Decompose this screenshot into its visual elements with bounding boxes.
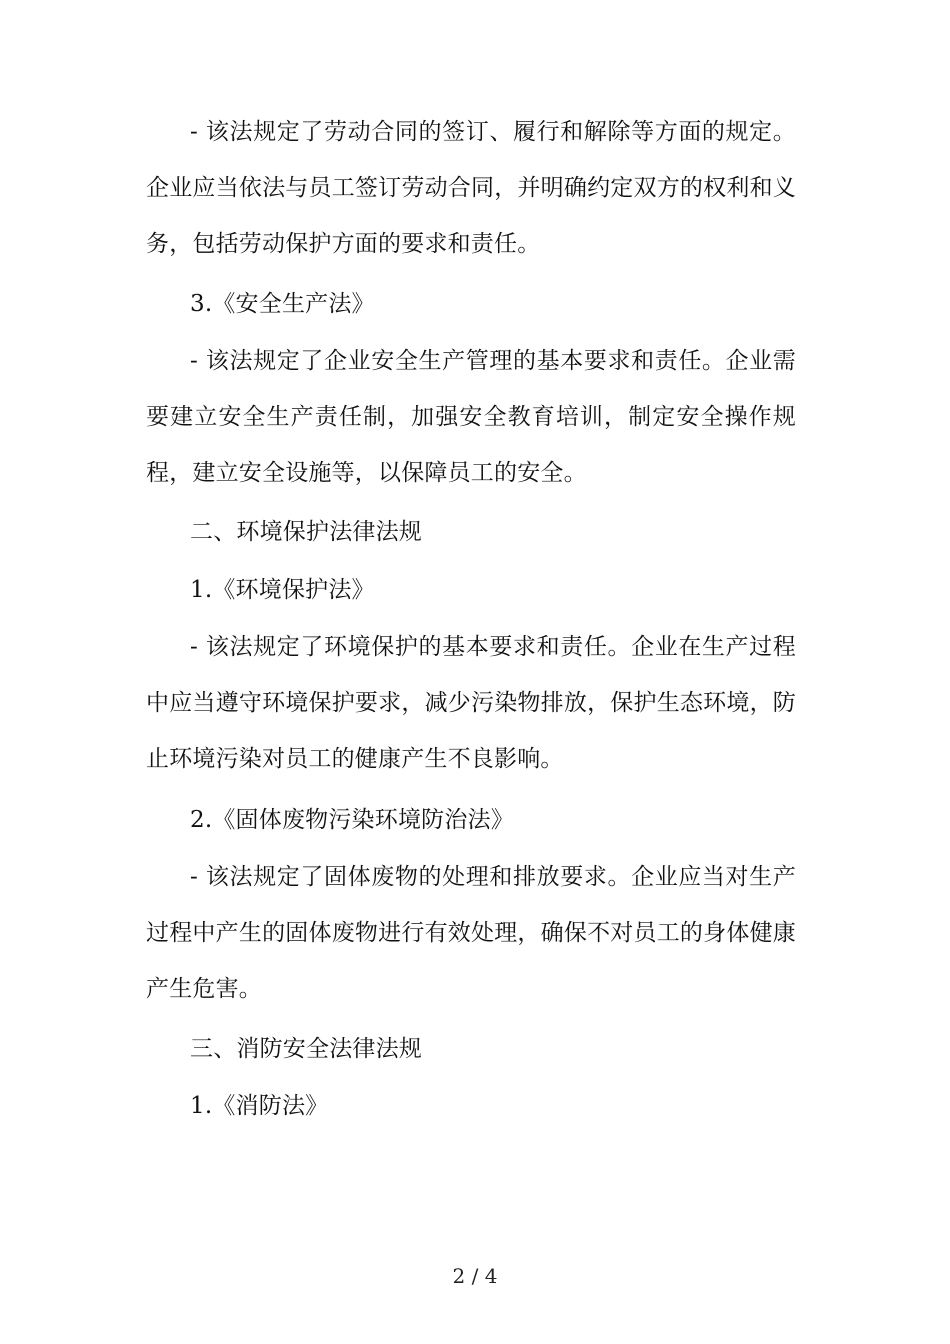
heading-safety-production-law: 3.《安全生产法》	[190, 291, 375, 317]
heading-solid-waste-law: 2.《固体废物污染环境防治法》	[190, 807, 514, 833]
heading-section-environmental-protection: 二、环境保护法律法规	[190, 519, 422, 545]
heading-section-fire-safety: 三、消防安全法律法规	[190, 1036, 422, 1062]
heading-fire-protection-law: 1.《消防法》	[190, 1093, 329, 1119]
paragraph-environmental-protection-law: - 该法规定了环境保护的基本要求和责任。企业在生产过程中应当遵守环境保护要求，减少污染物排放，保护生态环境，防止环境污染对员工的健康产生不良影响。	[146, 634, 796, 772]
paragraph-safety-production-law: - 该法规定了企业安全生产管理的基本要求和责任。企业需要建立安全生产责任制，加强安全教育培训，制定安全操作规程，建立安全设施等，以保障员工的安全。	[146, 348, 796, 486]
paragraph-solid-waste-law: - 该法规定了固体废物的处理和排放要求。企业应当对生产过程中产生的固体废物进行有效处理，确保不对员工的身体健康产生危害。	[146, 864, 796, 1002]
paragraph-labor-contract-law: - 该法规定了劳动合同的签订、履行和解除等方面的规定。企业应当依法与员工签订劳动合同，并明确约定双方的权利和义务，包括劳动保护方面的要求和责任。	[146, 119, 796, 257]
page-number: 2 / 4	[452, 1264, 498, 1288]
heading-environmental-protection-law: 1.《环境保护法》	[190, 577, 375, 603]
